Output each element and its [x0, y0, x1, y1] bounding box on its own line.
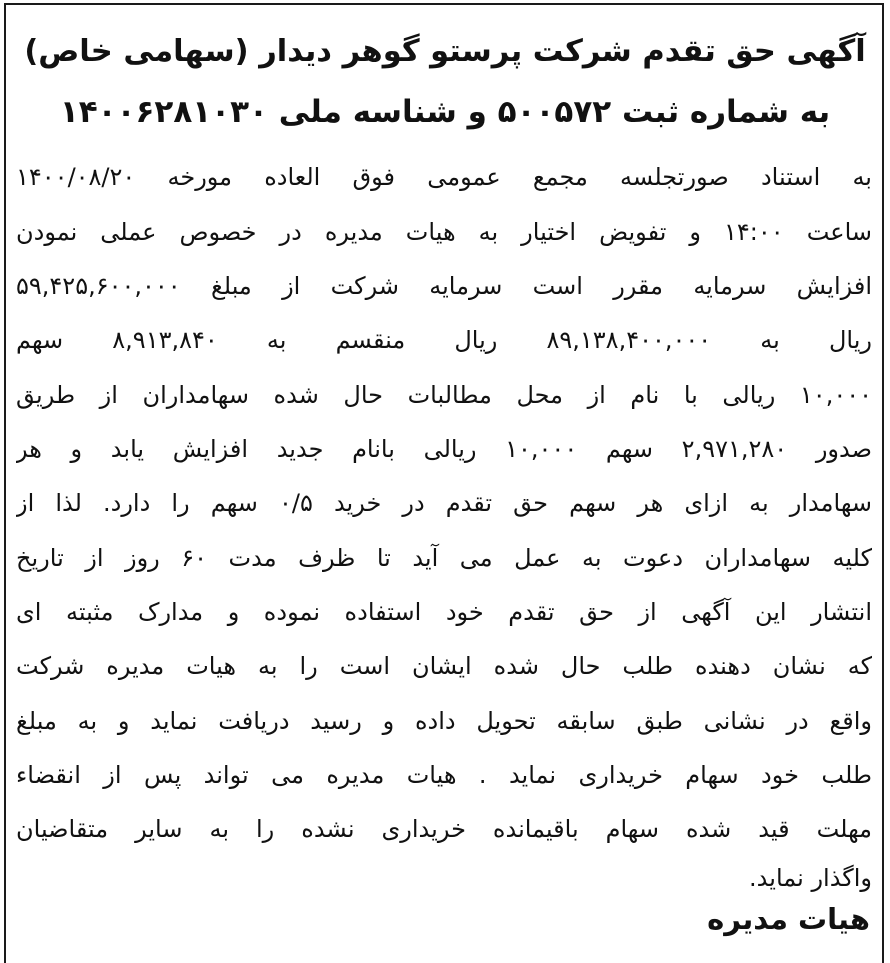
notice-title-line-2: به شماره ثبت ۵۰۰۵۷۲ و شناسه ملی ۱۴۰۰۶۲۸۱۰۳۰	[59, 94, 831, 130]
body-line: واقع در نشانی طبق سابقه تحویل داده و رسید دریافت نماید و به مبلغ	[16, 707, 872, 735]
signature: هیات مدیره	[707, 902, 870, 936]
body-line: که نشان دهنده طلب حال شده ایشان است را به هیات مدیره شرکت	[16, 652, 872, 680]
body-line: سهامدار به ازای هر سهم حق تقدم در خرید ۰/۵ سهم را دارد. لذا از	[16, 489, 872, 517]
body-line: به استناد صورتجلسه مجمع عمومی فوق العاده مورخه ۱۴۰۰/۰۸/۲۰	[16, 163, 872, 191]
body-line: ریال به ۸۹,۱۳۸,۴۰۰,۰۰۰ ریال منقسم به ۸,۹۱۳,۸۴۰ سهم	[16, 326, 872, 354]
body-line: انتشار این آگهی از حق تقدم خود استفاده نموده و مدارک مثبته ای	[16, 598, 872, 626]
body-line: ساعت ۱۴:۰۰ و تفویض اختیار به هیات مدیره در خصوص عملی نمودن	[16, 218, 872, 246]
body-line: افزایش سرمایه مقرر است سرمایه شرکت از مبلغ ۵۹,۴۲۵,۶۰۰,۰۰۰	[16, 272, 872, 300]
body-line: واگذار نماید.	[749, 864, 872, 892]
body-line: طلب خود سهام خریداری نماید . هیات مدیره می تواند پس از انقضاء	[16, 761, 872, 789]
body-line: کلیه سهامداران دعوت به عمل می آید تا ظرف مدت ۶۰ روز از تاریخ	[16, 544, 872, 572]
notice-title-line-1: آگهی حق تقدم شرکت پرستو گوهر دیدار (سهامی خاص)	[24, 34, 866, 69]
body-line: صدور ۲,۹۷۱,۲۸۰ سهم ۱۰,۰۰۰ ریالی بانام جدید افزایش یابد و هر	[16, 435, 872, 463]
body-line: مهلت قید شده سهام باقیمانده خریداری نشده را به سایر متقاضیان	[16, 815, 872, 843]
body-line: ۱۰,۰۰۰ ریالی با نام از محل مطالبات حال شده سهامداران از طریق	[16, 381, 872, 409]
